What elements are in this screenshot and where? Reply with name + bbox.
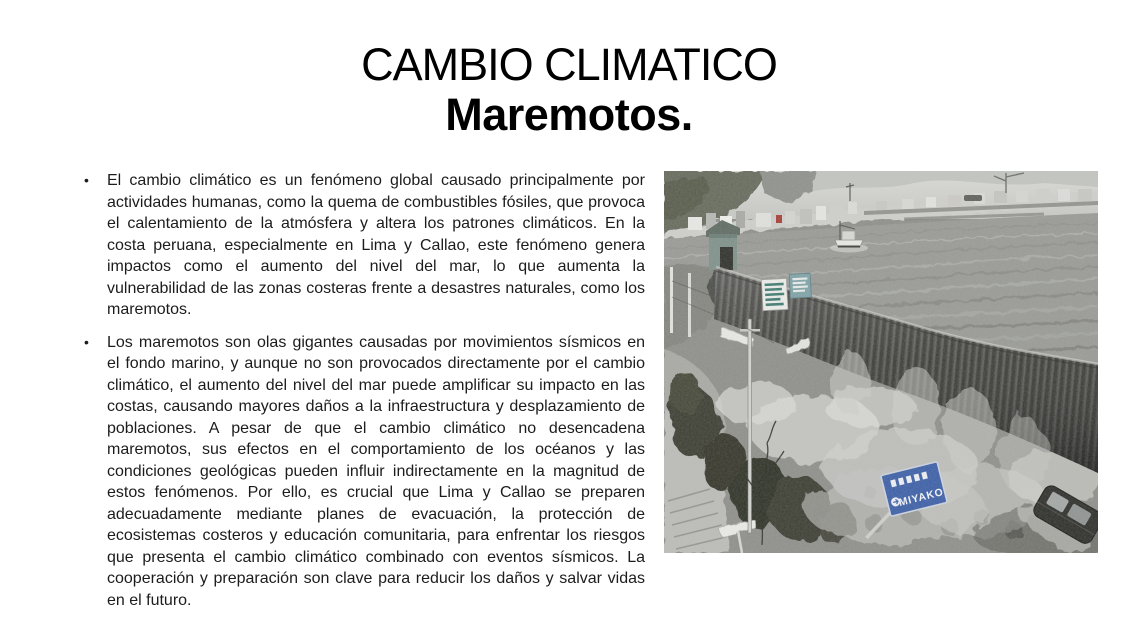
- list-item: [84, 170, 645, 321]
- bullet-marker: •: [84, 172, 89, 188]
- slide-title: [0, 40, 1138, 140]
- miyako-sign-text: MIYAKO: [897, 486, 945, 509]
- list-item: [84, 332, 645, 612]
- tsunami-photo: [664, 171, 1098, 553]
- bullet-text-1: El cambio climático es un fenómeno global causado principalmente por actividades humanas, como la quema de combustibles fósiles, que provoca el calentamiento de la atmósfera y altera los patrones climáticos. En la costa peruana, especialmente en Lima y Callao, este fenómeno genera impactos como el aumento del nivel del mar, lo que aumenta la vulnerabilidad de las zonas costeras frente a desastres naturales, como los maremotos.: [107, 172, 645, 318]
- bullet-marker: •: [84, 333, 89, 350]
- title-line-2: Maremotos.: [445, 89, 693, 140]
- tsunami-photo-graphic: [664, 171, 1098, 553]
- bullet-list: [84, 170, 645, 622]
- photo-grain-overlay: [664, 171, 1098, 553]
- title-line-1: CAMBIO CLIMATICO: [361, 39, 777, 90]
- bullet-text-2: Los maremotos son olas gigantes causadas por movimientos sísmicos en el fondo marino, y aunque no son provocados directamente por el cambio climático, el aumento del nivel del mar puede amplificar su impacto en las costas, causando mayores daños a la infraestructura y desplazamiento de poblaciones. A pesar de que el cambio climático no desencadena maremotos, sus efectos en el comportamiento de los océanos y las condiciones geológicas pueden influir indirectamente en la magnitud de estos fenómenos. Por ello, es crucial que Lima y Callao se preparen adecuadamente mediante planes de evacuación, la protección de ecosistemas costeros y educación comunitaria, para enfrentar los riesgos que presenta el cambio climático combinado con eventos sísmicos. La cooperación y preparación son clave para reducir los daños y salvar vidas en el futuro.: [107, 333, 645, 609]
